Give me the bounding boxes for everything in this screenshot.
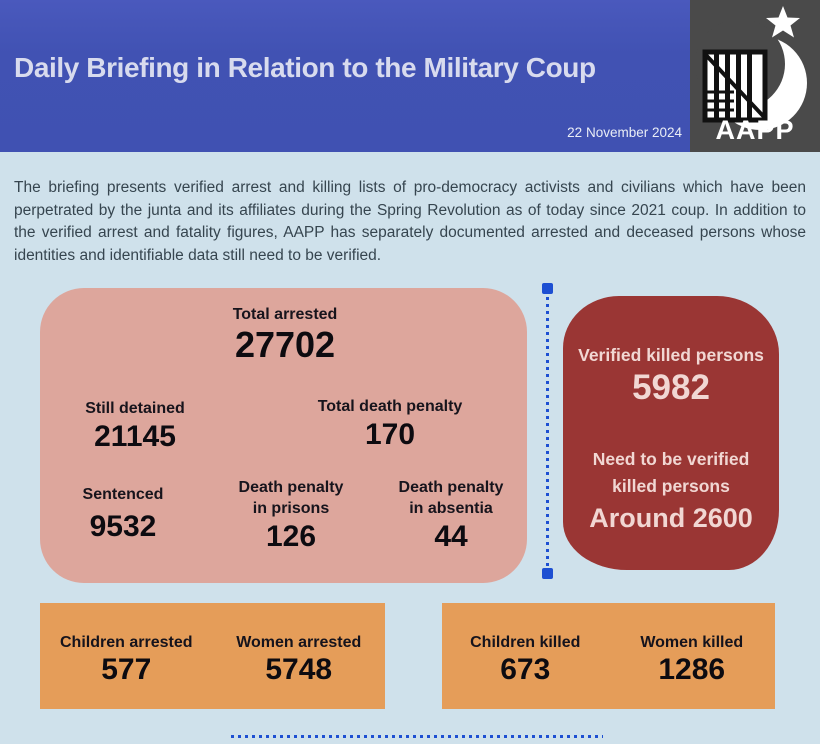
stat-label-line1: Death penalty bbox=[238, 479, 344, 496]
stat-value: 27702 bbox=[234, 324, 336, 365]
stat-women-arrested bbox=[213, 603, 386, 687]
briefing-date: 22 November 2024 bbox=[567, 125, 682, 140]
stat-death-penalty-prisons bbox=[211, 477, 371, 555]
stat-label-line1: Need to be verified bbox=[592, 449, 750, 469]
intro-paragraph: The briefing presents verified arrest and killing lists of pro-democracy activists and civilians which have been perpetrated by the junta and its affiliates during the Spring Revolution as of today since 2021 coup. In addition to the verified arrest and fatality figures, AAPP has separately documented arrested and deceased persons whose identities and identifiable data still need to be verified. bbox=[14, 179, 806, 264]
stat-verified-killed bbox=[563, 342, 779, 407]
stat-value: Around 2600 bbox=[589, 503, 753, 533]
prison-gate-icon bbox=[705, 52, 765, 120]
arrest-stats-block bbox=[40, 288, 527, 583]
stat-label: Children killed bbox=[470, 634, 581, 651]
stat-value: 673 bbox=[500, 653, 551, 686]
stat-label: Still detained bbox=[85, 400, 185, 417]
stat-still-detained bbox=[40, 398, 230, 455]
stat-label: Women killed bbox=[640, 634, 744, 651]
stat-value: 1286 bbox=[658, 653, 726, 686]
dotted-divider-horizontal bbox=[231, 735, 603, 738]
stat-children-killed bbox=[442, 603, 609, 687]
stat-label-line2: in prisons bbox=[252, 500, 330, 517]
stat-sentenced bbox=[43, 484, 203, 545]
stat-total-death-penalty bbox=[275, 396, 505, 453]
stat-label: Total death penalty bbox=[317, 398, 463, 415]
stat-value: 170 bbox=[364, 418, 416, 451]
stat-value: 5982 bbox=[632, 368, 710, 407]
stat-value: 44 bbox=[434, 520, 468, 553]
dotted-connector-cap-bottom bbox=[542, 568, 553, 579]
stat-label: Total arrested bbox=[232, 306, 338, 323]
stat-label-line2: killed persons bbox=[612, 476, 730, 496]
stat-children-arrested bbox=[40, 603, 213, 687]
stat-value: 577 bbox=[101, 653, 152, 686]
stat-value: 21145 bbox=[94, 420, 176, 453]
killed-stats-block bbox=[563, 296, 779, 570]
stat-value: 5748 bbox=[265, 653, 333, 686]
arrested-demographics-bar bbox=[40, 603, 385, 709]
stat-label-line1: Death penalty bbox=[398, 479, 504, 496]
stat-label: Verified killed persons bbox=[578, 345, 764, 365]
stat-women-killed bbox=[609, 603, 776, 687]
aapp-logo-text: AAPP bbox=[715, 115, 795, 145]
stat-value: 126 bbox=[265, 520, 317, 553]
killed-demographics-bar bbox=[442, 603, 775, 709]
stat-total-arrested bbox=[135, 304, 435, 365]
dotted-connector-cap-top bbox=[542, 283, 553, 294]
stat-label: Children arrested bbox=[60, 634, 193, 651]
stat-label: Women arrested bbox=[236, 634, 362, 651]
aapp-logo bbox=[690, 0, 820, 152]
stat-label: Sentenced bbox=[82, 486, 164, 503]
stat-need-verified-killed bbox=[563, 446, 779, 533]
stat-label bbox=[563, 446, 779, 500]
stat-death-penalty-absentia bbox=[371, 477, 531, 555]
stat-label bbox=[211, 477, 371, 519]
page-title: Daily Briefing in Relation to the Military Coup bbox=[14, 52, 596, 83]
stat-value: 9532 bbox=[89, 510, 157, 543]
stat-label-line2: in absentia bbox=[409, 500, 493, 517]
stat-label bbox=[371, 477, 531, 519]
dotted-connector-vertical bbox=[546, 290, 549, 572]
